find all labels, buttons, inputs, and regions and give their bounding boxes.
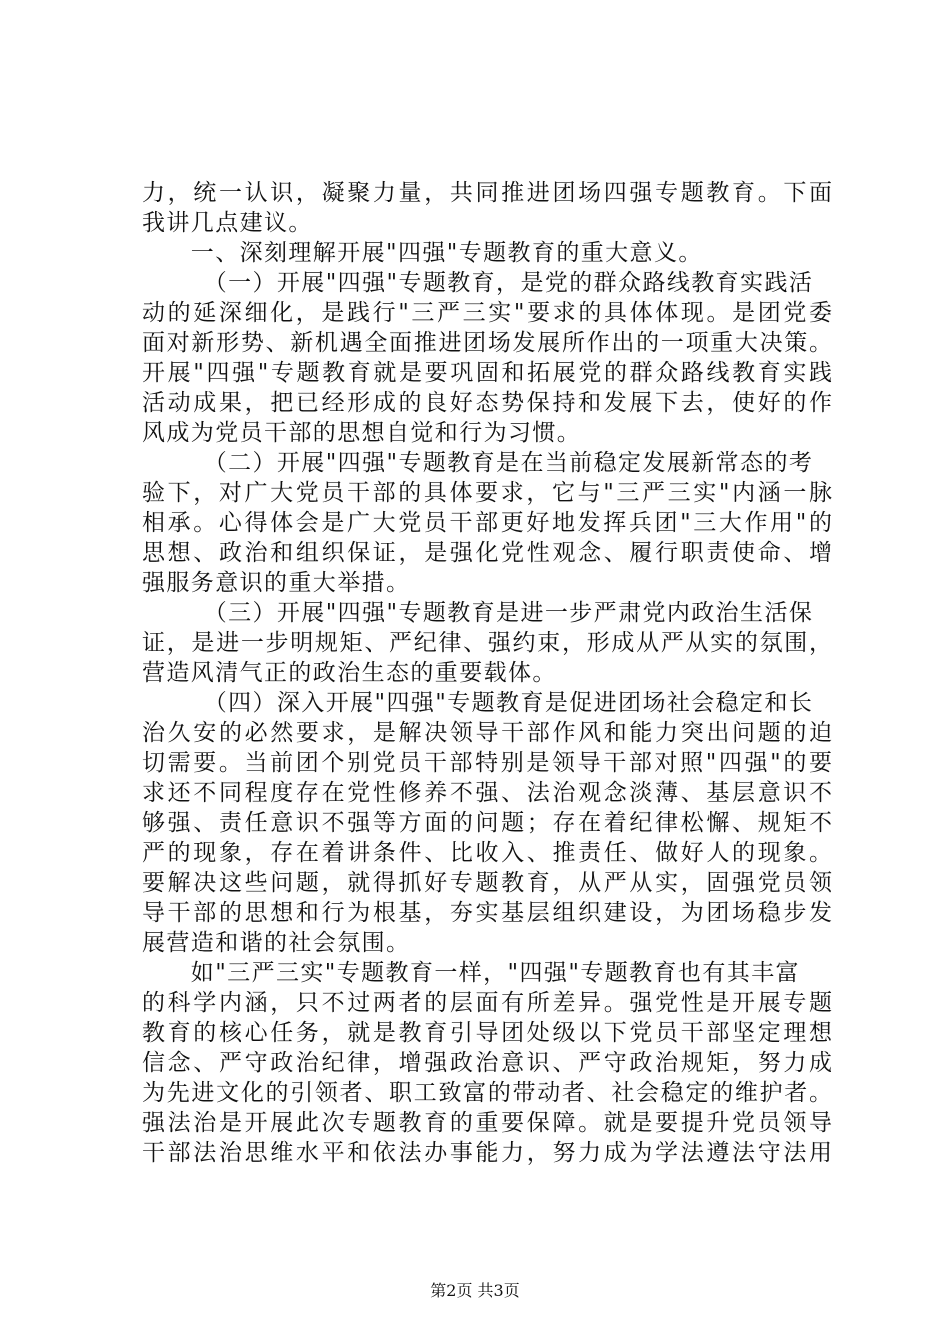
page-number-footer: 第2页 共3页 — [430, 1281, 520, 1300]
text-line: 我讲几点建议。 — [142, 210, 313, 236]
text-line: 强服务意识的重大举措。 — [142, 570, 411, 596]
text-line: 切需要。当前团个别党员干部特别是领导干部对照"四强"的要 — [142, 750, 832, 776]
text-line: 营造风清气正的政治生态的重要载体。 — [142, 660, 557, 686]
body-text — [142, 178, 832, 1168]
text-line: 够强、责任意识不强等方面的问题；存在着纪律松懈、规矩不 — [142, 810, 832, 836]
text-line: 活动成果，把已经形成的良好态势保持和发展下去，使好的作 — [142, 390, 832, 416]
text-line: （四）深入开展"四强"专题教育是促进团场社会稳定和长 — [142, 690, 814, 716]
text-line: 展营造和谐的社会氛围。 — [142, 930, 411, 956]
text-line: 教育的核心任务，就是教育引导团处级以下党员干部坚定理想 — [142, 1020, 832, 1046]
text-line: 导干部的思想和行为根基，夯实基层组织建设，为团场稳步发 — [142, 900, 832, 926]
text-line: 力，统一认识，凝聚力量，共同推进团场四强专题教育。下面 — [142, 180, 832, 206]
text-line: 信念、严守政治纪律，增强政治意识、严守政治规矩，努力成 — [142, 1050, 832, 1076]
text-line: 验下，对广大党员干部的具体要求，它与"三严三实"内涵一脉 — [142, 480, 832, 506]
text-line: 如"三严三实"专题教育一样，"四强"专题教育也有其丰富 — [142, 960, 800, 986]
text-line: 治久安的必然要求，是解决领导干部作风和能力突出问题的迫 — [142, 720, 832, 746]
text-line: 干部法治思维水平和依法办事能力，努力成为学法遵法守法用 — [142, 1140, 832, 1166]
text-line: 开展"四强"专题教育就是要巩固和拓展党的群众路线教育实践 — [142, 360, 832, 386]
text-line: （一）开展"四强"专题教育，是党的群众路线教育实践活 — [142, 270, 814, 296]
text-line: （二）开展"四强"专题教育是在当前稳定发展新常态的考 — [142, 450, 814, 476]
text-line: 动的延深细化，是践行"三严三实"要求的具体体现。是团党委 — [142, 300, 832, 326]
text-line: （三）开展"四强"专题教育是进一步严肃党内政治生活保 — [142, 600, 814, 626]
section-heading: 一、深刻理解开展"四强"专题教育的重大意义。 — [142, 240, 703, 266]
text-line: 面对新形势、新机遇全面推进团场发展所作出的一项重大决策。 — [142, 330, 832, 356]
text-line: 思想、政治和组织保证，是强化党性观念、履行职责使命、增 — [142, 540, 832, 566]
text-line: 要解决这些问题，就得抓好专题教育，从严从实，固强党员领 — [142, 870, 832, 896]
text-line: 风成为党员干部的思想自觉和行为习惯。 — [142, 420, 582, 446]
text-line: 强法治是开展此次专题教育的重要保障。就是要提升党员领导 — [142, 1110, 832, 1136]
text-line: 证，是进一步明规矩、严纪律、强约束，形成从严从实的氛围， — [142, 630, 832, 656]
text-line: 的科学内涵，只不过两者的层面有所差异。强党性是开展专题 — [142, 990, 832, 1016]
text-line: 严的现象，存在着讲条件、比收入、推责任、做好人的现象。 — [142, 840, 832, 866]
text-line: 求还不同程度存在党性修养不强、法治观念淡薄、基层意识不 — [142, 780, 832, 806]
text-line: 相承。心得体会是广大党员干部更好地发挥兵团"三大作用"的 — [142, 510, 832, 536]
text-line: 为先进文化的引领者、职工致富的带动者、社会稳定的维护者。 — [142, 1080, 832, 1106]
